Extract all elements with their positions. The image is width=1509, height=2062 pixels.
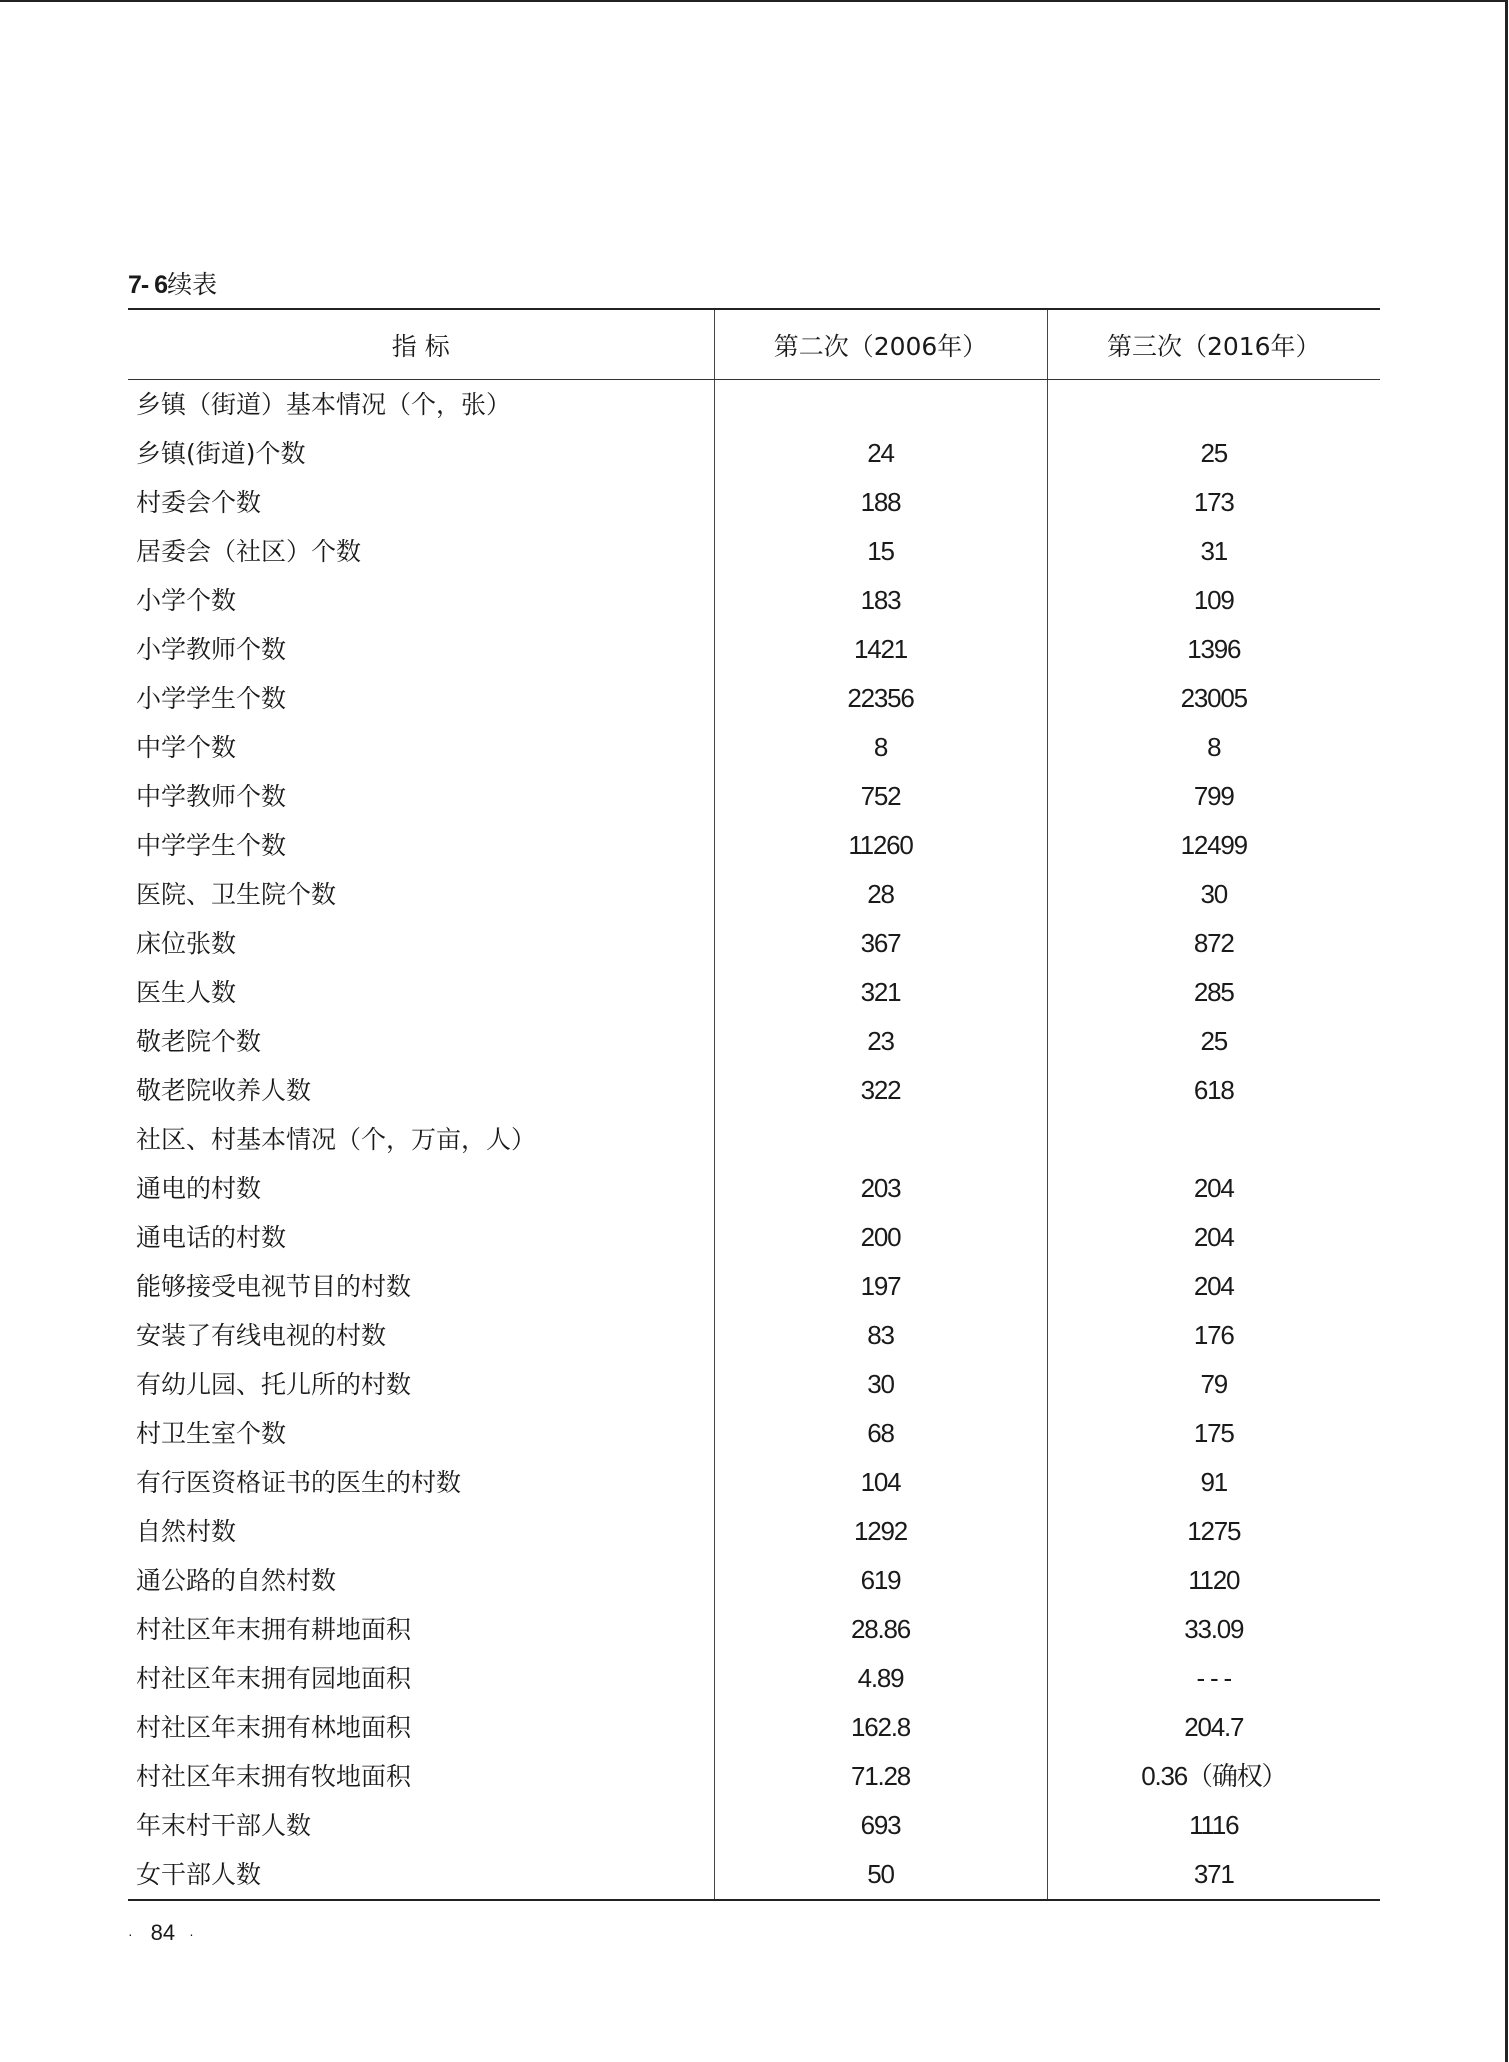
row-label: 乡镇(街道)个数 xyxy=(136,439,306,468)
row-label: 中学学生个数 xyxy=(136,831,287,860)
value-2006: 203 xyxy=(714,1164,1047,1213)
row-label: 村社区年末拥有林地面积 xyxy=(136,1713,412,1742)
value-2016: 109 xyxy=(1047,576,1380,625)
row-label: 村社区年末拥有耕地面积 xyxy=(136,1615,412,1644)
table-row xyxy=(128,1556,1380,1605)
row-label: 床位张数 xyxy=(136,929,237,958)
value-2006: 197 xyxy=(714,1262,1047,1311)
value-2016: 176 xyxy=(1047,1311,1380,1360)
table-title xyxy=(128,270,217,300)
table-body xyxy=(128,380,1380,1901)
value-2006: 4.89 xyxy=(714,1654,1047,1703)
value-2006: 188 xyxy=(714,478,1047,527)
row-label: 居委会（社区）个数 xyxy=(136,537,362,566)
value-2016: 371 xyxy=(1047,1850,1380,1900)
header-2016: 第三次（2016年） xyxy=(1047,309,1380,380)
table-section-row xyxy=(128,1115,1380,1164)
table-row xyxy=(128,1409,1380,1458)
value-2016: 1116 xyxy=(1047,1801,1380,1850)
table-row xyxy=(128,968,1380,1017)
value-2016: 204 xyxy=(1047,1164,1380,1213)
value-2006: 11260 xyxy=(714,821,1047,870)
value-2016: 175 xyxy=(1047,1409,1380,1458)
row-label: 社区、村基本情况（个，万亩，人） xyxy=(136,1125,537,1154)
table-row xyxy=(128,919,1380,968)
row-label: 小学学生个数 xyxy=(136,684,287,713)
row-label: 中学个数 xyxy=(136,733,237,762)
row-label: 年末村干部人数 xyxy=(136,1811,312,1840)
table-section-row xyxy=(128,380,1380,430)
table-row xyxy=(128,870,1380,919)
row-label: 通电话的村数 xyxy=(136,1223,287,1252)
page-number: 84 xyxy=(150,1920,176,1945)
value-2016: 79 xyxy=(1047,1360,1380,1409)
value-2006: 752 xyxy=(714,772,1047,821)
row-label: 医生人数 xyxy=(136,978,237,1007)
value-2016: 25 xyxy=(1047,429,1380,478)
row-label: 有幼儿园、托儿所的村数 xyxy=(136,1370,412,1399)
table-row xyxy=(128,1850,1380,1900)
value-2006: 693 xyxy=(714,1801,1047,1850)
value-2016: 872 xyxy=(1047,919,1380,968)
value-2016: 618 xyxy=(1047,1066,1380,1115)
value-2016 xyxy=(1047,1115,1380,1164)
table-title-text: 续表 xyxy=(167,270,218,299)
value-2016: 1275 xyxy=(1047,1507,1380,1556)
table-row xyxy=(128,429,1380,478)
page-number-dot-right: · xyxy=(189,1926,194,1943)
value-2016: 799 xyxy=(1047,772,1380,821)
table-row xyxy=(128,1654,1380,1703)
row-label: 中学教师个数 xyxy=(136,782,287,811)
table-row xyxy=(128,1360,1380,1409)
value-2016: 1396 xyxy=(1047,625,1380,674)
row-label: 村社区年末拥有牧地面积 xyxy=(136,1762,412,1791)
value-2006 xyxy=(714,1115,1047,1164)
table-row xyxy=(128,527,1380,576)
table-row xyxy=(128,1213,1380,1262)
value-2006: 83 xyxy=(714,1311,1047,1360)
table-title-number: 7- 6 xyxy=(128,271,168,299)
page-number-dot-left: · xyxy=(128,1926,133,1943)
page-footer xyxy=(128,1918,194,1949)
header-indicator: 指 标 xyxy=(128,309,714,380)
value-2016: 8 xyxy=(1047,723,1380,772)
value-2016: 285 xyxy=(1047,968,1380,1017)
value-2006: 50 xyxy=(714,1850,1047,1900)
value-2006: 183 xyxy=(714,576,1047,625)
value-2006: 619 xyxy=(714,1556,1047,1605)
table-row xyxy=(128,1017,1380,1066)
row-label: 乡镇（街道）基本情况（个，张） xyxy=(136,390,512,419)
value-2006: 162.8 xyxy=(714,1703,1047,1752)
value-2006: 367 xyxy=(714,919,1047,968)
row-label: 敬老院个数 xyxy=(136,1027,262,1056)
header-2006: 第二次（2006年） xyxy=(714,309,1047,380)
value-2006: 71.28 xyxy=(714,1752,1047,1801)
value-2006: 28 xyxy=(714,870,1047,919)
table-row xyxy=(128,1164,1380,1213)
table-row xyxy=(128,821,1380,870)
row-label: 村卫生室个数 xyxy=(136,1419,287,1448)
value-2016: 31 xyxy=(1047,527,1380,576)
table-row xyxy=(128,674,1380,723)
value-2006 xyxy=(714,380,1047,430)
value-2016: 12499 xyxy=(1047,821,1380,870)
value-2006: 28.86 xyxy=(714,1605,1047,1654)
row-label: 女干部人数 xyxy=(136,1860,262,1889)
value-2016: 25 xyxy=(1047,1017,1380,1066)
row-label: 村社区年末拥有园地面积 xyxy=(136,1664,412,1693)
row-label: 安装了有线电视的村数 xyxy=(136,1321,387,1350)
value-2016: 30 xyxy=(1047,870,1380,919)
value-2006: 8 xyxy=(714,723,1047,772)
table-row xyxy=(128,1507,1380,1556)
value-2006: 200 xyxy=(714,1213,1047,1262)
value-2006: 321 xyxy=(714,968,1047,1017)
value-2016: - - - xyxy=(1047,1654,1380,1703)
value-2006: 1292 xyxy=(714,1507,1047,1556)
table-row xyxy=(128,576,1380,625)
table-row xyxy=(128,1311,1380,1360)
row-label: 通公路的自然村数 xyxy=(136,1566,337,1595)
table-row xyxy=(128,1605,1380,1654)
value-2016: 0.36（确权） xyxy=(1047,1752,1380,1801)
row-label: 村委会个数 xyxy=(136,488,262,517)
value-2016: 173 xyxy=(1047,478,1380,527)
row-label: 医院、卫生院个数 xyxy=(136,880,337,909)
table-row xyxy=(128,625,1380,674)
table-row xyxy=(128,1066,1380,1115)
row-label: 通电的村数 xyxy=(136,1174,262,1203)
row-label: 有行医资格证书的医生的村数 xyxy=(136,1468,462,1497)
table-header-row xyxy=(128,309,1380,380)
table-row xyxy=(128,478,1380,527)
value-2016: 204 xyxy=(1047,1213,1380,1262)
value-2006: 1421 xyxy=(714,625,1047,674)
value-2016: 1120 xyxy=(1047,1556,1380,1605)
value-2006: 22356 xyxy=(714,674,1047,723)
table-row xyxy=(128,723,1380,772)
table-row xyxy=(128,1262,1380,1311)
table-row xyxy=(128,1801,1380,1850)
value-2016 xyxy=(1047,380,1380,430)
row-label: 小学个数 xyxy=(136,586,237,615)
value-2016: 91 xyxy=(1047,1458,1380,1507)
row-label: 敬老院收养人数 xyxy=(136,1076,312,1105)
row-label: 小学教师个数 xyxy=(136,635,287,664)
value-2016: 204 xyxy=(1047,1262,1380,1311)
value-2006: 322 xyxy=(714,1066,1047,1115)
table-row xyxy=(128,772,1380,821)
value-2006: 104 xyxy=(714,1458,1047,1507)
value-2016: 33.09 xyxy=(1047,1605,1380,1654)
statistics-table xyxy=(128,308,1380,1901)
value-2016: 23005 xyxy=(1047,674,1380,723)
table-row xyxy=(128,1752,1380,1801)
value-2006: 24 xyxy=(714,429,1047,478)
value-2006: 30 xyxy=(714,1360,1047,1409)
value-2006: 15 xyxy=(714,527,1047,576)
table-row xyxy=(128,1458,1380,1507)
row-label: 能够接受电视节目的村数 xyxy=(136,1272,412,1301)
value-2006: 68 xyxy=(714,1409,1047,1458)
value-2006: 23 xyxy=(714,1017,1047,1066)
value-2016: 204.7 xyxy=(1047,1703,1380,1752)
row-label: 自然村数 xyxy=(136,1517,237,1546)
table-row xyxy=(128,1703,1380,1752)
